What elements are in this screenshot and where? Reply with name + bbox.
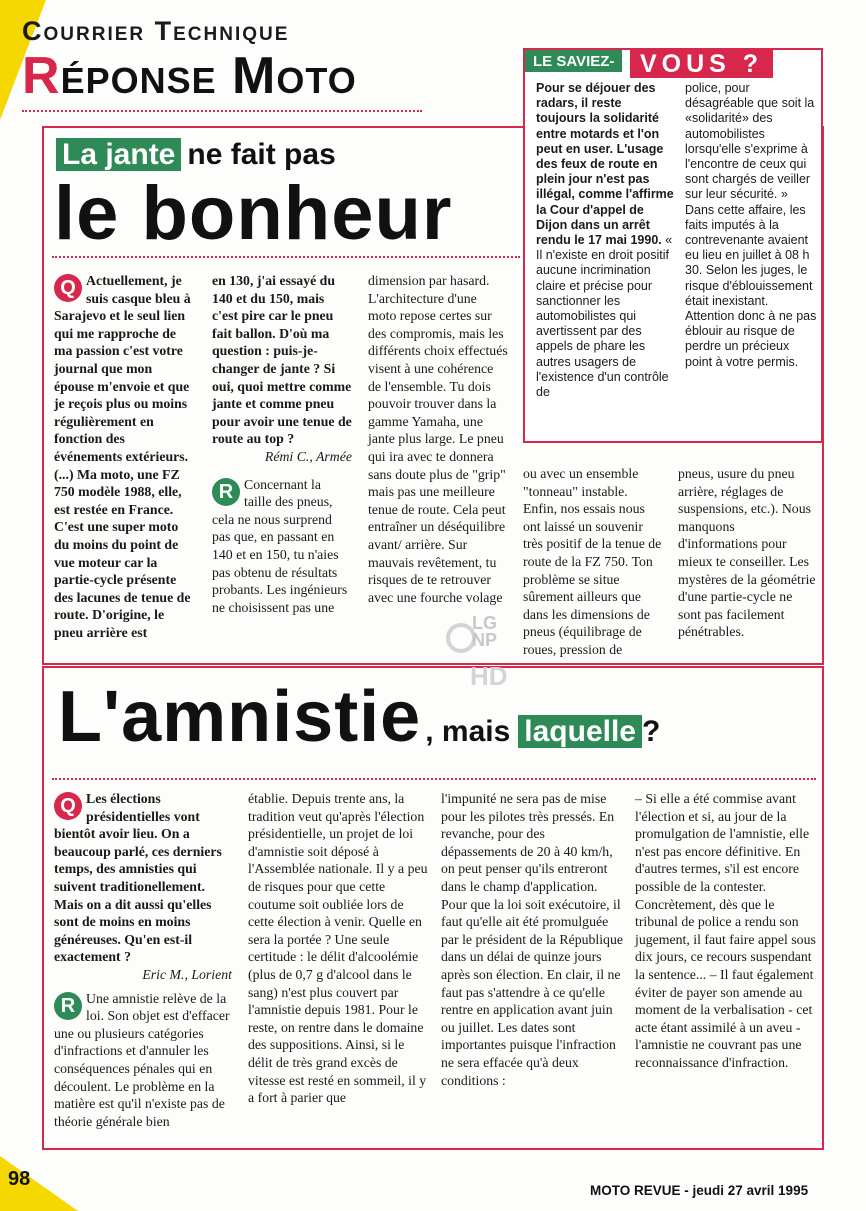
article2-column-3: l'impunité ne sera pas de mise pour les pilotes très pressés. En revanche, pour des dépassements de 20 à 40 km/h, on peut penser qu'ils entreront dans le champ d'application. Pour que la loi soit exécutoire, il faut qu'elle ait été promulguée par le président de la République dans un délai de quinze jours après son élection. En clair, il ne faut pas s'attendre à ce qu'elle rentre en application avant juin ou juillet. Les dates sont importantes puisque l'infraction ne sera effacée qu'à deux conditions : [441, 791, 623, 1088]
article1-question-part2: en 130, j'ai essayé du 140 et du 150, mais c'est pire car le pneu fait ballon. D'où ma question : puis-je-changer de jante ? Si oui, quoi mettre comme jante et comme pneu pour avoir une tenue de route au top ? [212, 273, 352, 447]
section-rubric: Courrier Technique [22, 16, 290, 46]
article1-column-4: ou avec un ensemble "tonneau" instable. Enfin, nos essais nous ont laissé un souvenir très positif de la tenue de route de la FZ 750. Ton problème se situe sûrement ailleurs que dans les dimensions de pneus (équilibrage de roues, pression de [523, 466, 662, 657]
answer-badge: R [212, 478, 240, 506]
question-badge: Q [54, 274, 82, 302]
watermark-text: LG NP [472, 613, 498, 650]
article1-divider [52, 256, 520, 258]
article2-answer-part1: Une amnistie relève de la loi. Son objet est d'effacer une ou plusieurs catégories d'infractions et d'annuler les conséquences pénales qui en découlent. Le problème en la matière est qu'il n'existe pas de théorie générale bien [54, 990, 230, 1129]
article2-question: Les élections présidentielles vont bientôt avoir lieu. On a beaucoup parlé, ces derniers temps, des amnisties qui suivent traditionellement. Mais on a dit aussi qu'elles sont de moins en moins généreuses. Qu'en est-il exactement ? [54, 791, 222, 965]
sidebar-label-big: VOUS ? [630, 50, 773, 78]
answer-badge: R [54, 992, 82, 1020]
article1-column-1 [54, 272, 194, 641]
publication-footer: MOTO REVUE - jeudi 27 avril 1995 [590, 1183, 809, 1198]
heading-rest: éponse Moto [60, 47, 357, 105]
article1-title-line1 [56, 138, 336, 172]
article1-title-highlight: La jante [56, 138, 181, 171]
sidebar-column-1 [536, 81, 674, 400]
article2-title [58, 676, 660, 758]
article2-column-2: établie. Depuis trente ans, la tradition veut qu'après l'élection présidentielle, un projet de loi d'amnistie soit déposé à l'Assemblée nationale. Il y a peu de risques pour que cette coutume soit oubliée lors de cette élection à venir. Quelle en sera la portée ? Une seule certitude : le délit d'alcoolémie (plus de 0,7 g d'alcool dans le sang) n'est plus couvert par l'amnistie depuis 1981. Pour le reste, on rentre dans le domaine des suppositions. Ainsi, si le délit de très grand excès de vitesse est resté en sommeil, il y a fort à parier que [248, 791, 428, 1106]
header-rule [22, 110, 422, 112]
watermark-hd: HD [470, 661, 508, 691]
article1-question-part1: Actuellement, je suis casque bleu à Sarajevo et le seul lien qui me rapproche de ma passion c'est votre journal que mon épouse m'envoie et que je reçois plus ou moins régulièrement en fonction des événements extérieurs. (...) Ma moto, une FZ 750 modèle 1988, elle, est restée en France. C'est une super moto du moins du point de vue moteur car la partie-cycle présente des lacunes de tenue de route. D'origine, le pneu arrière est [54, 273, 191, 640]
article2-column-1 [54, 790, 232, 1130]
article1-title-rest: ne fait pas [187, 138, 336, 171]
page-number: 98 [8, 1168, 31, 1190]
watermark-logo [446, 615, 516, 695]
article1-column-2 [212, 272, 352, 616]
sidebar-label: LE SAVIEZ- [525, 50, 622, 72]
article2-signature: Eric M., Lorient [142, 966, 232, 982]
article2-title-question-mark: ? [642, 715, 661, 748]
article1-answer-part1: Concernant la taille des pneus, cela ne nous surprend pas que, en passant en 140 et en 150, tu n'aies pas obtenu de résultats probants. Les ingénieurs ne choisissent pas une [212, 476, 348, 615]
article2-divider [52, 778, 816, 780]
heading-initial: R [22, 47, 61, 105]
sidebar-text-1: « Il n'existe en droit positif aucune incrimination claire et précise pour sanctionner les automobilistes qui avertissent par des appels de phare les autres usagers de l'existence d'un contrôle de [536, 233, 673, 400]
question-badge: Q [54, 792, 82, 820]
article2-title-big: L'amnistie [58, 677, 422, 757]
article1-column-5: pneus, usure du pneu arrière, réglages de suspensions, etc.). Nous manquons d'informations pour mieux te conseiller. Les mystères de la géométrie d'une partie-cycle ne sont pas facilement pénétrables. [678, 466, 816, 640]
article2-title-mid: , mais [425, 715, 511, 748]
article2-title-highlight: laquelle [518, 715, 642, 748]
sidebar-column-2: police, pour désagréable que soit la «solidarité» des automobilistes lorsqu'elle s'exprime à l'encontre de ceux qui sont chargés de veiller sur leur sécurité. » Dans cette affaire, les faits imputés à la contrevenante avaient eu lieu en juillet à 08 h 30. Selon les juges, le risque d'éblouissement était inexistant. Attention donc à ne pas éblouir au risque de perdre un précieux point à votre permis. [685, 81, 817, 369]
article2-column-4: – Si elle a été commise avant l'élection et si, au jour de la promulgation de l'amnistie, elle n'est pas encore définitive. En d'autres termes, s'il est encore possible de la contester. Concrètement, dès que le tribunal de police a rendu son jugement, il faut faire appel sous dix jours, ce recours suspendant la sentence... – Il faut également éviter de payer son amende au moment de la verbalisation - cet acte étant assimilé à un aveu - l'amnistie ne couvrant pas une reconnaissance d'infraction. [635, 791, 816, 1070]
page-heading [22, 46, 357, 106]
article1-column-3: dimension par hasard. L'architecture d'une moto repose certes sur des compromis, mais les différents choix effectués visent à une cohérence de l'ensemble. Tu dois pouvoir trouver dans la gamme Yamaha, une jante plus large. Le pneu qui ira avec te donnera sans doute plus de "grip" mais pas une meilleure tenue de route. Cela peut entraîner un déséquilibre avant/ arrière. Sur mauvais revêtement, tu risques de te retrouver avec une fourche volage [368, 273, 508, 605]
article1-title-big: le bonheur [54, 171, 453, 256]
sidebar-lead: Pour se déjouer des radars, il reste toujours la solidarité entre motards et l'on peut en user. L'usage des feux de route en plein jour n'est pas illégal, comme l'affirme la Cour d'appel de Dijon dans un arrêt rendu le 17 mai 1990. [536, 81, 674, 248]
article1-signature: Rémi C., Armée [264, 448, 352, 464]
